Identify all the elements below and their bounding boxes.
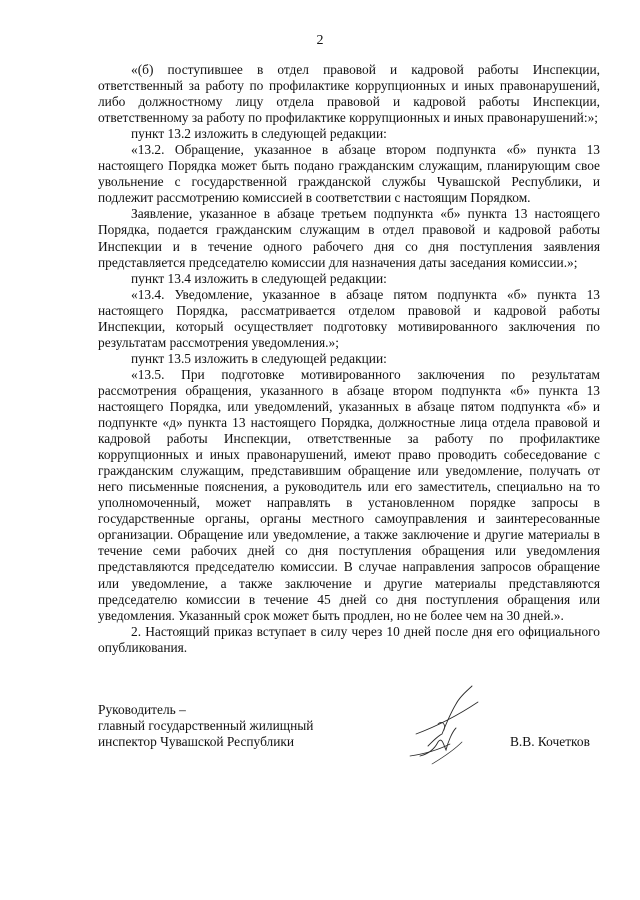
paragraph-instruction-13-4: пункт 13.4 изложить в следующей редакции: bbox=[131, 270, 387, 286]
document-body bbox=[98, 62, 600, 656]
signer-name: В.В. Кочетков bbox=[510, 734, 590, 749]
paragraph-clause-13-2: «13.2. Обращение, указанное в абзаце втором подпункта «б» пункта 13 настоящего Порядка может быть подано гражданским служащим, планирующим свое увольнение с государственной гражданской службы Чувашской Республики, и подлежит рассмотрению комиссией в соответствии с настоящим Порядком. bbox=[98, 142, 600, 206]
paragraph-clause-13-4: «13.4. Уведомление, указанное в абзаце пятом подпункта «б» пункта 13 настоящего Порядка, рассматривается отделом правовой и кадровой работы Инспекции, который осуществляет подготовку мотивированного заключения по результатам рассмотрения уведомления.»; bbox=[98, 286, 600, 350]
signer-position-line: инспектор Чувашской Республики bbox=[98, 734, 295, 749]
paragraph-instruction-13-2: пункт 13.2 изложить в следующей редакции: bbox=[131, 126, 387, 142]
signer-position-line: главный государственный жилищный bbox=[98, 718, 314, 733]
paragraph-clause-13-5: «13.5. При подготовке мотивированного заключения по результатам рассмотрения обращения, указанного в абзаце втором подпункта «б» пункта 13 настоящего Порядка, или уведомлений, указанных в абзаце пятом подпункта «б» и подпункте «д» пункта 13 настоящего Порядка, должностные лица отдела правовой и кадровой работы Инспекции, ответственные за работу по профилактике коррупционных и иных правонарушений, имеют право проводить собеседование с гражданским служащим, представившим обращение или уведомление, получать от него письменные пояснения, а руководитель или его заместитель, специально на то уполномоченный, может направлять в установленном порядке запросы в государственные органы, органы местного самоуправления и заинтересованные организации. Обращение или уведомление, а также заключение и другие материалы в течение семи рабочих дней со дня поступления обращения или уведомления представляются председателю комиссии. В случае направления запросов обращение или уведомление, а также заключение и другие материалы представляются председателю комиссии в течение 45 дней со дня поступления обращения или уведомления. Указанный срок может быть продлен, но не более чем на 30 дней.». bbox=[98, 366, 600, 623]
paragraph-order-effective: 2. Настоящий приказ вступает в силу через 10 дней после дня его официального опубликования. bbox=[98, 623, 600, 655]
handwritten-signature bbox=[398, 684, 484, 770]
paragraph-instruction-13-5: пункт 13.5 изложить в следующей редакции: bbox=[131, 350, 387, 366]
signer-position-line: Руководитель – bbox=[98, 702, 186, 717]
signature-block bbox=[98, 702, 313, 750]
page-number: 2 bbox=[316, 33, 324, 48]
paragraph-application: Заявление, указанное в абзаце третьем подпункта «б» пункта 13 настоящего Порядка, подается гражданским служащим в отдел правовой и кадровой работы Инспекции и в течение одного рабочего дня со дня поступления заявления представляется председателю комиссии для назначения даты заседания комиссии.»; bbox=[98, 206, 600, 270]
paragraph-subpoint-b: «(б) поступившее в отдел правовой и кадровой работы Инспекции, ответственный за работу по профилактике коррупционных и иных правонарушений, либо должностному лицу отдела правовой и кадровой работы Инспекции, ответственному за работу по профилактике коррупционных и иных правонарушений:»; bbox=[98, 62, 600, 126]
